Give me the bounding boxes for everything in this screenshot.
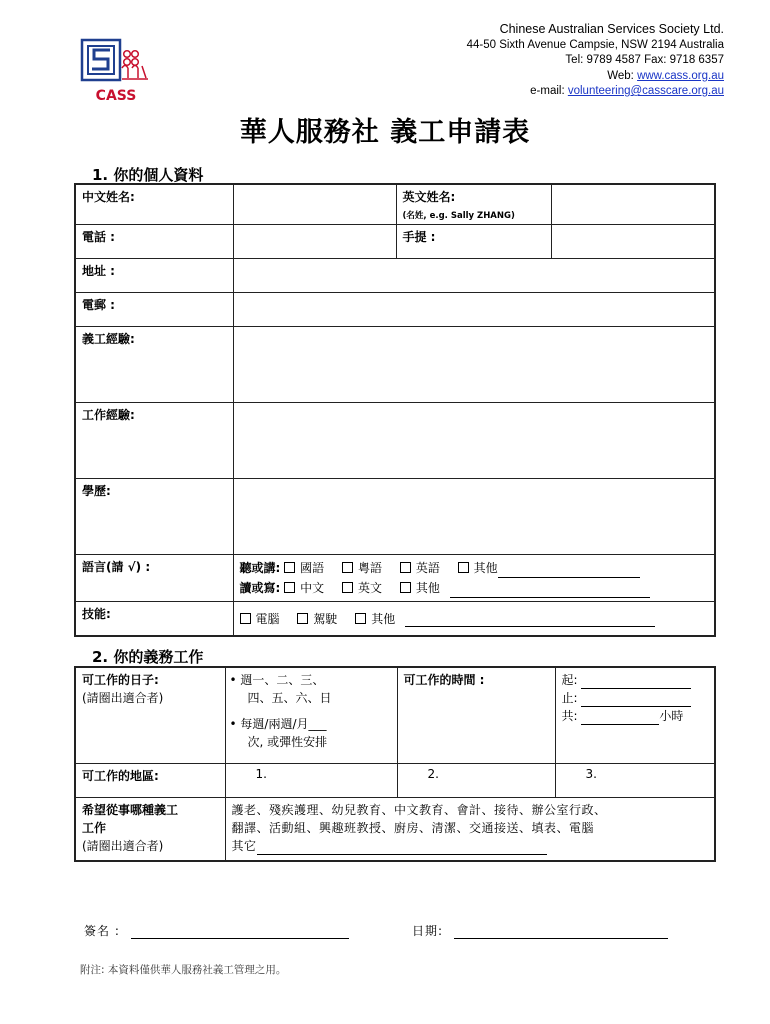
education-field[interactable] <box>233 479 715 555</box>
days-label-cell <box>75 667 225 763</box>
footnote: 附注: 本資料僅供華人服務社義工管理之用。 <box>80 964 287 976</box>
area-1-field[interactable]: 1. <box>225 763 397 797</box>
org-phone: Tel: 9789 4587 Fax: 9718 6357 <box>565 54 724 66</box>
listen-speak-row <box>240 558 709 578</box>
page-title: 華人服務社 義工申請表 <box>239 117 531 148</box>
education-label: 學歷: <box>75 479 233 555</box>
other-skill-line[interactable] <box>405 626 655 627</box>
date-area <box>412 922 668 939</box>
days-hint: (請圈出適合者) <box>82 691 164 705</box>
option-chinese-read: 中文 <box>300 581 325 595</box>
signature-label: 簽名 : <box>84 924 120 938</box>
signature-area <box>84 922 349 939</box>
type-text-1: 護老、殘疾護理、幼兒教育、中文教育、會計、接待、辦公室行政、 <box>231 802 607 817</box>
area-label: 可工作的地區: <box>75 763 225 797</box>
checkbox-chinese-read[interactable] <box>284 582 295 593</box>
time-unit: 小時 <box>659 709 684 723</box>
volunteer-exp-field[interactable] <box>233 327 715 403</box>
language-options <box>233 555 715 602</box>
org-email <box>304 84 724 100</box>
option-other-skill: 其他 <box>371 612 396 626</box>
address-label: 地址 : <box>75 259 233 293</box>
freq-text-1: 每週/兩週/月___ <box>240 717 327 731</box>
type-label-1: 希望從事哪種義工 <box>82 802 179 817</box>
area-2-field[interactable]: 2. <box>397 763 555 797</box>
volunteer-work-table <box>74 666 716 862</box>
time-total-label: 共: <box>561 709 578 723</box>
mobile-label: 手提 : <box>396 225 551 259</box>
date-label: 日期: <box>412 924 444 938</box>
type-hint: (請圈出適合者) <box>82 838 164 853</box>
other-read-line[interactable] <box>450 597 650 598</box>
personal-info-table <box>74 183 716 637</box>
time-fields <box>555 667 715 763</box>
chinese-name-field[interactable] <box>233 184 396 225</box>
english-name-cell <box>396 184 551 225</box>
type-text-3: 其它 <box>231 838 257 853</box>
email-field[interactable] <box>233 293 715 327</box>
checkbox-driving[interactable] <box>297 613 308 624</box>
days-options[interactable]: • 週一、二、三、 四、五、六、日 • 每週/兩週/月___ 次, 或彈性安排 <box>225 667 397 763</box>
days-text-2: 四、五、六、日 <box>247 691 332 705</box>
english-name-field[interactable] <box>551 184 715 225</box>
skills-label: 技能: <box>75 602 233 636</box>
email-link[interactable]: volunteering@casscare.org.au <box>567 85 724 97</box>
option-other-speak: 其他 <box>473 561 498 575</box>
signature-line[interactable] <box>131 938 349 939</box>
email-field-label: 電郵 : <box>75 293 233 327</box>
phone-field[interactable] <box>233 225 396 259</box>
section2-heading: 2. 你的義務工作 <box>92 648 204 666</box>
option-driving: 駕駛 <box>313 612 338 626</box>
area-3-field[interactable]: 3. <box>555 763 715 797</box>
logo-text: CASS <box>95 88 137 104</box>
option-mandarin: 國語 <box>300 561 325 575</box>
option-computer: 電腦 <box>255 612 280 626</box>
type-label-2: 工作 <box>82 820 107 835</box>
option-english-speak: 英語 <box>415 561 440 575</box>
cass-logo <box>80 38 152 106</box>
option-other-read: 其他 <box>415 581 440 595</box>
checkbox-other-speak[interactable] <box>458 562 469 573</box>
mobile-field[interactable] <box>551 225 715 259</box>
language-label: 語言(請 √) : <box>75 555 233 602</box>
read-write-row <box>240 578 709 598</box>
address-field[interactable] <box>233 259 715 293</box>
org-name: Chinese Australian Services Society Ltd. <box>499 22 724 36</box>
org-address: 44-50 Sixth Avenue Campsie, NSW 2194 Australia <box>466 38 724 51</box>
volunteer-exp-label: 義工經驗: <box>75 327 233 403</box>
date-line[interactable] <box>454 938 668 939</box>
chinese-name-label: 中文姓名: <box>75 184 233 225</box>
time-from-label: 起: <box>561 673 578 687</box>
type-other-line[interactable] <box>257 854 547 855</box>
checkbox-mandarin[interactable] <box>284 562 295 573</box>
organisation-info <box>304 22 724 100</box>
type-text-2: 翻譯、活動組、興趣班教授、廚房、清潔、交通接送、填表、電腦 <box>231 820 595 835</box>
time-to-label: 止: <box>561 691 578 705</box>
time-label: 可工作的時間 : <box>397 667 555 763</box>
email-label: e-mail: <box>530 85 568 97</box>
freq-text-2: 次, 或彈性安排 <box>247 735 328 749</box>
english-name-label: 英文姓名: <box>402 190 456 204</box>
option-cantonese: 粵語 <box>357 561 382 575</box>
days-label: 可工作的日子: <box>82 673 159 687</box>
web-link[interactable]: www.cass.org.au <box>637 69 724 82</box>
english-name-note: (名姓, e.g. Sally ZHANG) <box>402 211 515 221</box>
read-write-label: 讀或寫: <box>239 581 281 595</box>
listen-speak-label: 聽或講: <box>239 561 281 575</box>
skills-options <box>233 602 715 636</box>
checkbox-computer[interactable] <box>240 613 251 624</box>
section1-heading: 1. 你的個人資料 <box>92 166 204 184</box>
checkbox-other-read[interactable] <box>400 582 411 593</box>
checkbox-english-read[interactable] <box>342 582 353 593</box>
web-label: Web: <box>607 69 638 82</box>
phone-label: 電話 : <box>75 225 233 259</box>
days-text-1: 週一、二、三、 <box>240 673 325 687</box>
org-web <box>304 69 724 85</box>
option-english-read: 英文 <box>357 581 382 595</box>
work-exp-label: 工作經驗: <box>75 403 233 479</box>
checkbox-english-speak[interactable] <box>400 562 411 573</box>
work-exp-field[interactable] <box>233 403 715 479</box>
time-total-line[interactable] <box>581 724 659 725</box>
type-label-cell <box>75 797 225 861</box>
type-options[interactable] <box>225 797 715 861</box>
checkbox-other-skill[interactable] <box>355 613 366 624</box>
checkbox-cantonese[interactable] <box>342 562 353 573</box>
